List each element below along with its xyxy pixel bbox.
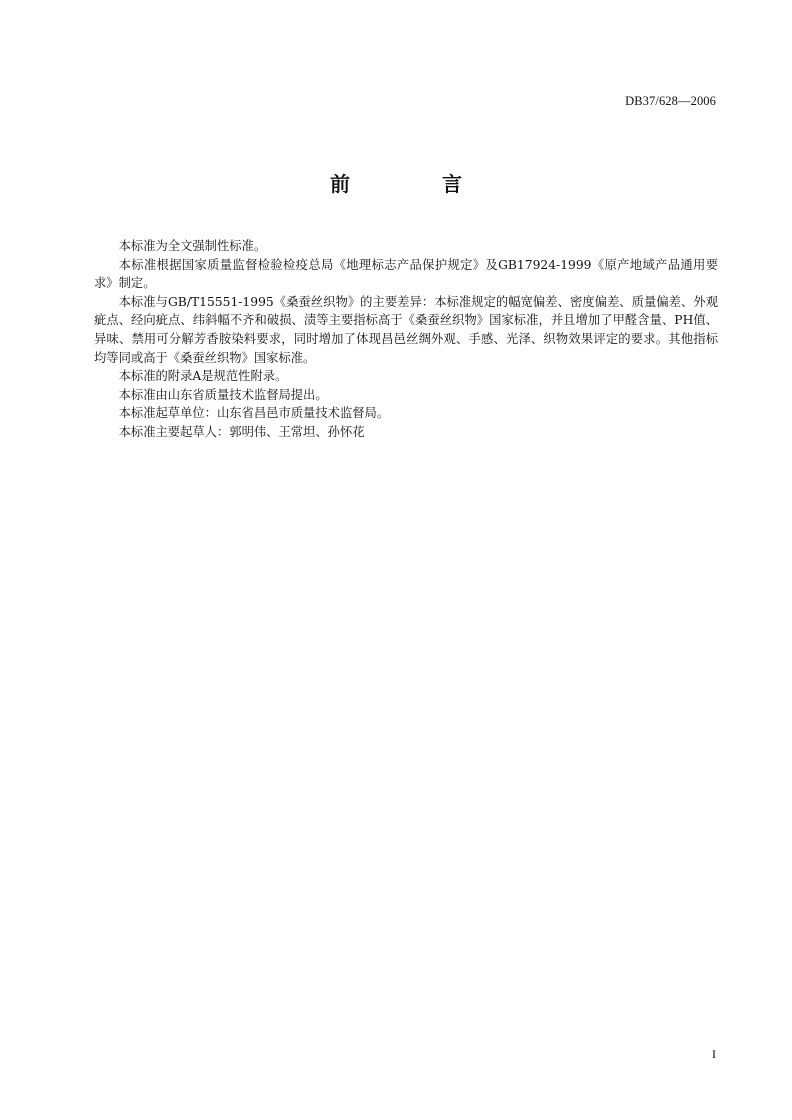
document-code: DB37/628—2006 bbox=[625, 94, 716, 108]
paragraph-drafters: 本标准主要起草人：郭明伟、王常坦、孙怀花 bbox=[118, 424, 365, 439]
paragraph-proposer: 本标准由山东省质量技术监督局提出。 bbox=[118, 387, 328, 402]
page-title: 前 言 bbox=[330, 172, 498, 196]
paragraph-drafting-unit: 本标准起草单位：山东省昌邑市质量技术监督局。 bbox=[118, 406, 390, 421]
page-number: I bbox=[712, 1047, 716, 1061]
paragraph-differences: 本标准与GB/T15551-1995《桑蚕丝织物》的主要差异：本标准规定的幅宽偏差、密度偏差、质量偏差、外观疵点、经向疵点、纬斜幅不齐和破损、渍等主要指标高于《桑蚕丝织物》国家标准，并且增加了甲醛含量、PH值、异味、禁用可分解芳香胺染料要求，同时增加了体现昌邑丝绸外观、手感、光泽、织物效果评定的要求。其他指标均等同或高于《桑蚕丝织物》国家标准。 bbox=[94, 294, 718, 365]
foreword-body bbox=[94, 237, 718, 442]
paragraph-basis: 本标准根据国家质量监督检验检疫总局《地理标志产品保护规定》及GB17924-1999《原产地域产品通用要求》制定。 bbox=[94, 257, 718, 291]
paragraph-appendix: 本标准的附录A是规范性附录。 bbox=[118, 369, 288, 384]
paragraph-mandatory-statement: 本标准为全文强制性标准。 bbox=[118, 239, 267, 253]
